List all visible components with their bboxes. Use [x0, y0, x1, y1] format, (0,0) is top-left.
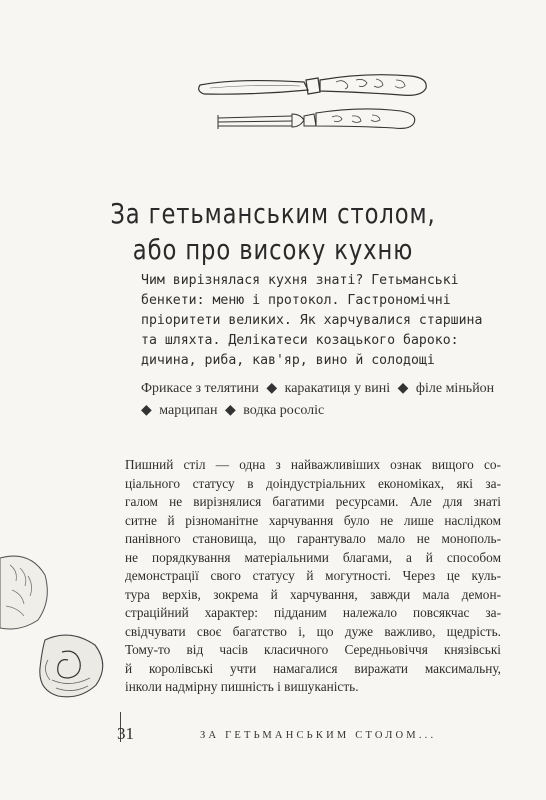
- body-line: галом не вирізнялися багатими ресурсами. Але для знаті: [125, 494, 501, 509]
- diamond-separator-icon: ◆: [224, 403, 236, 418]
- page-number: 31: [117, 724, 134, 743]
- dishes-list: [141, 378, 511, 422]
- body-paragraph: [125, 456, 501, 697]
- body-line: ситне й різноманітне харчування було не лише наслідком: [125, 512, 501, 528]
- body-line: ціального статусу в доіндустріальних економіках, які за-: [125, 475, 501, 491]
- chapter-intro: [141, 271, 501, 371]
- chapter-title-line-1: За гетьманським столом,: [110, 197, 436, 230]
- ornamental-shell-illustration: [0, 540, 128, 705]
- body-line: панівного становища, що гарантувало мало не монополь-: [125, 531, 501, 546]
- intro-line: бенкети: меню і протокол. Гастрономічні: [141, 293, 451, 308]
- dish-item: марципан: [159, 403, 218, 418]
- diamond-separator-icon: ◆: [397, 381, 409, 396]
- body-line: демонстрації свого статусу й могутності. Через це куль-: [125, 568, 501, 583]
- intro-line: та шляхта. Делікатеси козацького бароко:: [141, 333, 459, 348]
- body-line: страційний характер: підданим належало повсякчас за-: [125, 605, 501, 620]
- body-line: тура верхів, зокрема й харчування, завжди мала демон-: [125, 586, 501, 602]
- knife-and-fork-illustration: [196, 70, 448, 140]
- diamond-separator-icon: ◆: [141, 403, 152, 418]
- intro-line: Чим вирізнялася кухня знаті? Гетьманські: [141, 273, 459, 288]
- body-line: й королівські учти намагалися виражати максимальну,: [125, 660, 501, 676]
- body-line: свідчувати своє багатство і, що дуже важливо, щедрість.: [125, 623, 501, 639]
- intro-line: пріоритети великих. Як харчувалися старшина: [141, 313, 483, 328]
- body-line: не порядкування матеріальними благами, а й способом: [125, 549, 501, 565]
- dish-item: водка росоліс: [243, 403, 325, 418]
- intro-line: дичина, риба, кав'яр, вино й солодощі: [141, 353, 435, 368]
- body-line: інколи надмірну пишність і вишуканість.: [125, 679, 359, 694]
- chapter-title-line-2: або про високу кухню: [132, 233, 414, 266]
- dish-item: філе міньйон: [415, 381, 495, 396]
- dish-item: Фрикасе з телятини: [141, 381, 259, 396]
- running-header: ЗА ГЕТЬМАНСЬКИМ СТОЛОМ...: [200, 730, 437, 741]
- body-line: Пишний стіл — одна з найважливіших ознак вищого со-: [125, 457, 501, 472]
- body-line: Тому-то від часів класичного Середньовіччя князівські: [125, 642, 501, 657]
- diamond-separator-icon: ◆: [266, 381, 278, 396]
- dish-item: каракатиця у вині: [284, 381, 391, 396]
